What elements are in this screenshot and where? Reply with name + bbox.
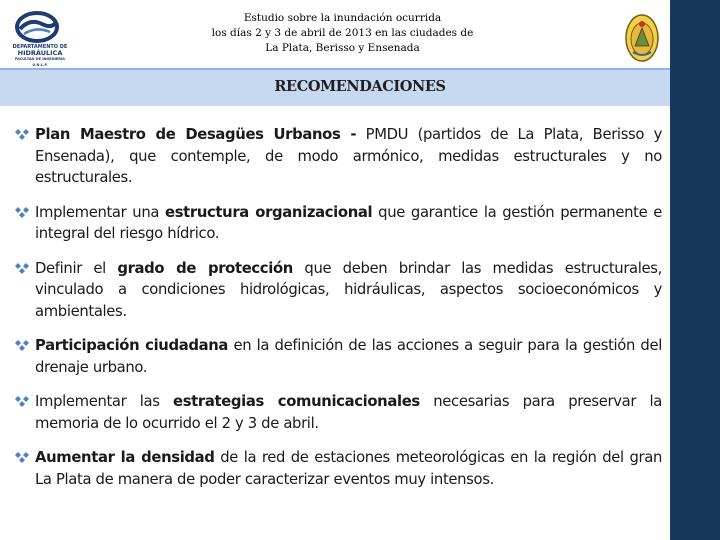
item-bold-text: estrategias comunicacionales — [173, 393, 420, 410]
item-bold-text: estructura organizacional — [165, 203, 373, 221]
logo-text-3: FACULTAD DE INGENIERÍA U.N.L.P. — [14, 57, 66, 67]
item-text: necesarias para preservar la memoria de lo ocurrido el 2 y 3 de abril. — [35, 393, 663, 432]
department-logo — [8, 10, 68, 67]
item-bold-text: grado de protección — [117, 259, 293, 277]
header-title-line-2: los días 2 y 3 de abril de 2013 en las ciudades de — [211, 27, 474, 39]
header-title — [170, 11, 515, 56]
list-item — [14, 124, 662, 189]
item-text: en la definición de las acciones a seguir para la gestión del drenaje urbano. — [35, 337, 662, 376]
header-title-line-1: Estudio sobre la inundación ocurrida — [243, 12, 442, 24]
diamond-bullet-icon — [14, 206, 30, 220]
section-title: RECOMENDACIONES — [274, 78, 446, 95]
list-item — [14, 391, 662, 434]
item-text: Definir el — [35, 259, 118, 277]
diamond-bullet-icon — [14, 395, 30, 409]
city-seal-icon — [624, 12, 660, 64]
list-item — [14, 335, 662, 378]
list-item — [14, 258, 662, 323]
item-bold-text: Plan Maestro de Desagües Urbanos - — [35, 126, 357, 143]
recommendations-list — [14, 124, 662, 503]
item-text: que garantice la gestión permanente e integral del riesgo hídrico. — [35, 203, 662, 242]
list-item — [14, 202, 662, 245]
diamond-bullet-icon — [14, 262, 30, 276]
item-text: que deben brindar las medidas estructurales, vinculado a condiciones hidrológicas, hidráulicas, aspectos socioeconómicos y ambientales. — [35, 259, 662, 320]
item-text: Implementar una — [35, 203, 166, 221]
list-item — [14, 447, 662, 490]
item-text: PMDU (partidos de La Plata, Berisso y Ensenada), que contemple, de modo armónico, medidas estructurales y no estructurales. — [35, 126, 662, 186]
item-bold-text: Participación ciudadana — [35, 337, 229, 354]
item-bold-text: Aumentar la densidad — [35, 449, 215, 466]
diamond-bullet-icon — [14, 339, 30, 353]
diamond-bullet-icon — [14, 451, 30, 465]
diamond-bullet-icon — [14, 128, 30, 142]
item-text: de la red de estaciones meteorológicas en la región del gran La Plata de manera de poder caracterizar eventos muy intensos. — [35, 449, 662, 488]
item-text: Implementar las — [35, 393, 174, 410]
water-swirl-icon — [8, 10, 66, 44]
header — [0, 0, 670, 68]
logo-text-2: HIDRÁULICA — [17, 49, 63, 57]
logo-text-1: DEPARTAMENTO DE — [12, 44, 68, 50]
header-title-line-3: La Plata, Berisso y Ensenada — [265, 42, 420, 54]
